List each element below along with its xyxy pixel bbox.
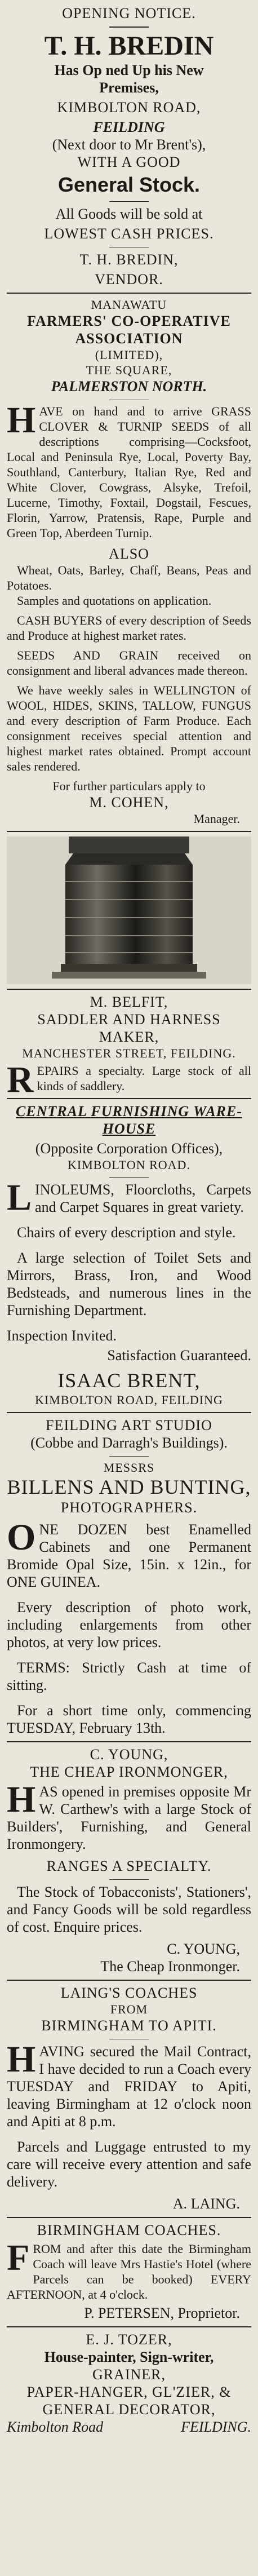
divider — [7, 293, 251, 294]
tozer-addr-left: Kimbolton Road — [7, 2419, 104, 2435]
tozer-advertisement — [7, 2331, 251, 2436]
young-p1 — [7, 1779, 251, 1853]
belfit-p1 — [7, 1059, 251, 1100]
young-signature2: The Cheap Ironmonger. — [100, 1958, 240, 1975]
dropcap: R — [7, 1059, 34, 1100]
divider — [7, 1098, 251, 1099]
furnishing-p5: Satisfaction Guaranteed. — [107, 1347, 251, 1364]
bredin-name: T. H. BREDIN — [44, 31, 214, 61]
manawatu-line1: FARMERS' CO-OPERATIVE — [27, 313, 231, 329]
manawatu-p2: Wheat, Oats, Barley, Chaff, Beans, Peas and Potatoes. — [7, 563, 251, 592]
furnishing-road: KIMBOLTON ROAD. — [68, 1158, 190, 1172]
bredin-vendor: VENDOR. — [95, 271, 163, 287]
belfit-name: M. BELFIT, — [90, 994, 168, 1010]
divider — [7, 2326, 251, 2327]
divider — [7, 1412, 251, 1413]
belfit-street: MANCHESTER STREET, FEILDING. — [22, 1046, 236, 1060]
dropcap: H — [7, 1779, 36, 1820]
bredin-road: KIMBOLTON ROAD, — [57, 99, 201, 116]
bredin-next-door: (Next door to Mr Brent's), — [52, 136, 206, 153]
young-signature: C. YOUNG, — [167, 1941, 240, 1957]
laing-route: BIRMINGHAM TO APITI. — [41, 2017, 217, 2034]
belfit-advertisement — [7, 993, 251, 1100]
laing-p1 — [7, 2039, 251, 2130]
furnishing-p1-text: INOLEUMS, Floorcloths, Carpets and Carpet Squares in great variety. — [35, 1181, 251, 1215]
manawatu-p4: CASH BUYERS of every description of Seeds and Produce at highest market rates. — [7, 613, 251, 643]
manawatu-square: THE SQUARE, — [86, 363, 172, 377]
bredin-sold-at: All Goods will be sold at — [55, 206, 203, 222]
furnishing-p1 — [7, 1177, 251, 1218]
laing-p1-text: AVING secured the Mail Contract, I have decided to run a Coach every TUESDAY and FRIDAY to Apiti, leaving Birmingham at 12 o'clock noon and Apiti at 8 p.m. — [7, 2043, 251, 2130]
studio-sub: (Cobbe and Darragh's Buildings). — [30, 1435, 228, 1451]
manawatu-p7: For further particulars apply to — [52, 779, 206, 793]
young-trade: THE CHEAP IRONMONGER, — [30, 1764, 228, 1780]
divider — [109, 26, 149, 28]
manawatu-limited: (LIMITED), — [95, 348, 163, 362]
dropcap: O — [7, 1517, 36, 1558]
manawatu-p1 — [7, 400, 251, 541]
tozer-decorator: GENERAL DECORATOR, — [42, 2401, 216, 2418]
divider — [109, 1456, 149, 1457]
furnishing-addr: KIMBOLTON ROAD, FEILDING — [35, 1393, 223, 1407]
laing-advertisement — [7, 1984, 251, 2212]
young-ranges: RANGES A SPECIALTY. — [46, 1858, 212, 1874]
divider — [109, 201, 149, 202]
furnishing-opp: (Opposite Corporation Offices), — [35, 1140, 223, 1157]
furnishing-title1: CENTRAL FURNISHING WARE- — [15, 1103, 243, 1119]
tank-image — [7, 836, 251, 984]
dropcap: H — [7, 2039, 36, 2080]
studio-p3: TERMS: Strictly Cash at time of sitting. — [7, 1659, 251, 1693]
young-advertisement — [7, 1746, 251, 1975]
tozer-name: E. J. TOZER, — [86, 2331, 172, 2348]
birmingham-signature: P. PETERSEN, Proprietor. — [84, 2305, 240, 2321]
bredin-heading: OPENING NOTICE. — [62, 5, 196, 21]
furnishing-advertisement — [7, 1103, 251, 1407]
studio-names: BILLENS AND BUNTING, — [7, 1476, 251, 1498]
studio-title: FEILDING ART STUDIO — [46, 1417, 212, 1433]
laing-p2: Parcels and Luggage entrusted to my care will receive every attention and safe delivery. — [7, 2139, 251, 2190]
laing-title: LAING'S COACHES — [60, 1985, 198, 2001]
studio-p1 — [7, 1517, 251, 1591]
manawatu-line0: MANAWATU — [91, 298, 167, 312]
manawatu-p1-text: AVE on hand and to arrive GRASS CLOVER & TURNIP SEEDS of all descriptions comprising—Cocksfoot, Local and Peninsula Rye, Local, Poverty Bay, Southland, Canterbury, Italian Rye, Red and White Clover, Cowgrass, Alsyke, Trefoil, Lucerne, Timothy, Foxtail, Dogstail, Fescues, Florin, Yarrow, Pratensis, Rape, Purple and Green Top, Aberdeen Turnip. — [7, 404, 251, 540]
birmingham-p1 — [7, 2237, 251, 2302]
divider — [7, 1741, 251, 1742]
birmingham-p1-text: ROM and after this date the Birmingham Coach will leave Mrs Hastie's Hotel (where Parcels can be booked) EVERY AFTERNOON, at 4 o'clock. — [7, 2242, 251, 2301]
belfit-trade: SADDLER AND HARNESS MAKER, — [37, 1011, 221, 1045]
manawatu-also: ALSO — [109, 546, 149, 562]
manawatu-cohen: M. COHEN, — [89, 794, 169, 811]
furnishing-signature: ISAAC BRENT, — [57, 1369, 201, 1392]
tozer-address — [7, 2418, 251, 2436]
dropcap: H — [7, 400, 36, 441]
manawatu-advertisement — [7, 297, 251, 826]
young-p2: The Stock of Tobacconists', Stationers', and Fancy Goods will be sold regardless of cost. Enquire prices. — [7, 1884, 251, 1935]
bredin-advertisement — [7, 5, 251, 288]
studio-messrs: MESSRS — [103, 1460, 155, 1475]
manawatu-p3: Samples and quotations on application. — [17, 594, 212, 608]
divider — [7, 1980, 251, 1981]
manawatu-p5: SEEDS AND GRAIN received on consignment and liberal advances made thereon. — [7, 648, 251, 678]
bredin-stock: General Stock. — [57, 173, 201, 196]
studio-advertisement — [7, 1417, 251, 1737]
manawatu-p6: We have weekly sales in WELLINGTON of WOOL, HIDES, SKINS, TALLOW, FUNGUS and every description of Farm Produce. Each consignment receives special attention and highest market rates obtained. Prompt account sales rendered. — [7, 683, 251, 773]
bredin-signature: T. H. BREDIN, — [79, 251, 179, 268]
bredin-prices: LOWEST CASH PRICES. — [44, 225, 214, 242]
bredin-town: FEILDING — [93, 119, 165, 135]
divider — [109, 1879, 149, 1880]
laing-from: FROM — [110, 2002, 148, 2016]
water-tank-illustration — [7, 836, 251, 984]
divider — [7, 831, 251, 832]
furnishing-p4: Inspection Invited. — [7, 1327, 117, 1344]
dropcap: L — [7, 1177, 32, 1218]
divider — [7, 2217, 251, 2218]
tozer-grainer: GRAINER, — [92, 2366, 166, 2383]
dropcap: F — [7, 2237, 30, 2278]
tozer-paper: PAPER-HANGER, GL'ZIER, & — [26, 2384, 232, 2400]
laing-signature: A. LAING. — [172, 2196, 240, 2212]
divider — [109, 1177, 149, 1178]
studio-p2: Every description of photo work, including enlargements from other photos, at very low prices. — [7, 1599, 251, 1650]
manawatu-manager: Manager. — [193, 812, 240, 826]
furnishing-p3: A large selection of Toilet Sets and Mirrors, Brass, Iron, and Wood Bedsteads, and numerous lines in the Furnishing Department. — [7, 1250, 251, 1318]
manawatu-town: PALMERSTON NORTH. — [51, 378, 207, 395]
tozer-addr-right: FEILDING. — [181, 2419, 251, 2435]
young-name: C. YOUNG, — [90, 1746, 168, 1763]
studio-p4: For a short time only, commencing TUESDAY, February 13th. — [7, 1702, 251, 1736]
furnishing-p2: Chairs of every description and style. — [17, 1224, 236, 1241]
birmingham-title: BIRMINGHAM COACHES. — [37, 2222, 221, 2238]
furnishing-title2: HOUSE — [102, 1121, 156, 1137]
tozer-trade: House-painter, Sign-writer, — [44, 2349, 214, 2365]
young-p1-text: AS opened in premises opposite Mr W. Carthew's with a large Stock of Builders', Furnishing, and General Ironmongery. — [7, 1783, 251, 1852]
birmingham-advertisement — [7, 2221, 251, 2322]
bredin-line2: Premises, — [99, 79, 159, 96]
bredin-with-good: WITH A GOOD — [77, 154, 181, 170]
manawatu-line2: ASSOCIATION — [75, 330, 183, 347]
studio-photo: PHOTOGRAPHERS. — [60, 1499, 198, 1516]
bredin-line1: Has Op ned Up his New — [54, 62, 204, 78]
studio-p1-text: NE DOZEN best Enamelled Cabinets and one Permanent Bromide Opal Size, 15in. x 12in., for ONE GUINEA. — [7, 1521, 251, 1590]
divider — [7, 989, 251, 990]
belfit-p1-text: EPAIRS a specialty. Large stock of all kinds of saddlery. — [37, 1064, 251, 1093]
